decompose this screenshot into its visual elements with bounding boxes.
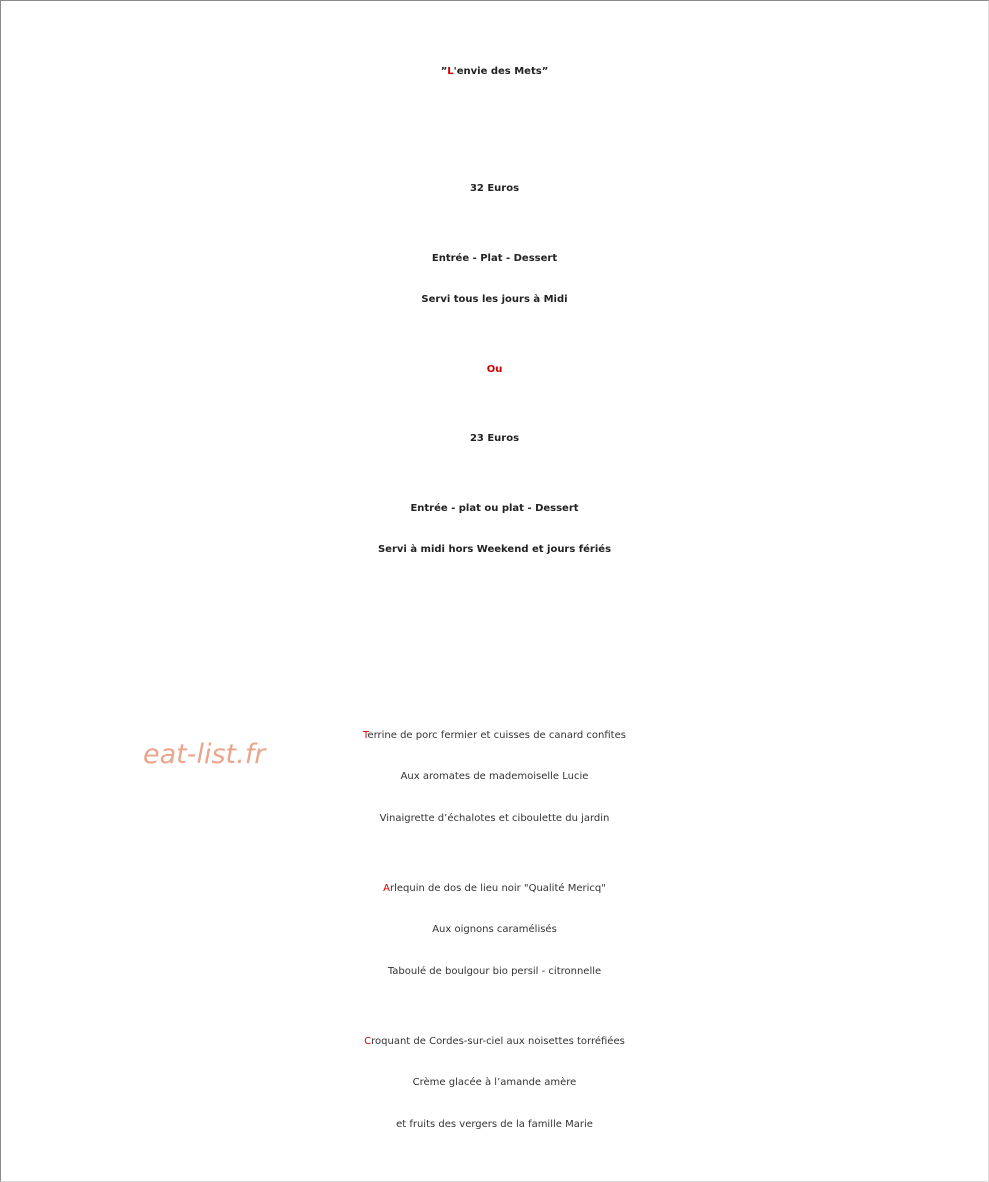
- menu1-formula: Entrée - Plat - Dessert: [431, 253, 558, 264]
- menu-title: [0, 66, 989, 77]
- menu1-availability: Servi tous les jours à Midi: [421, 294, 568, 305]
- dish-2-line-1: [0, 883, 989, 894]
- dish-1-initial: T: [363, 730, 368, 741]
- title-initial: L: [447, 66, 454, 77]
- dish-2-name: rlequin de dos de lieu noir "Qualité Mericq": [389, 883, 606, 894]
- dish-2-line-2: Aux oignons caramélisés: [432, 924, 557, 935]
- dish-1-name: errine de porc fermier et cuisses de canard confites: [367, 730, 626, 741]
- dish-2-initial: A: [383, 883, 390, 894]
- title-open-quote: ”: [440, 66, 448, 77]
- menu1-price: 32 Euros: [469, 183, 520, 194]
- dish-1-line-3: Vinaigrette d’échalotes et ciboulette du jardin: [379, 813, 610, 824]
- dish-2-line-3: Taboulé de boulgour bio persil - citronnelle: [387, 966, 602, 977]
- title-rest: 'envie des Mets: [453, 66, 542, 77]
- menu2-formula: Entrée - plat ou plat - Dessert: [410, 503, 579, 514]
- menu2-price: 23 Euros: [469, 433, 520, 444]
- watermark-text: eat-list.fr: [143, 739, 266, 770]
- menu2-availability: Servi à midi hors Weekend et jours fériés: [377, 544, 612, 555]
- dish-1-line-2: Aux aromates de mademoiselle Lucie: [400, 771, 589, 782]
- dish-3-name: roquant de Cordes-sur-ciel aux noisettes torréfiées: [371, 1036, 625, 1047]
- menu-separator: Ou: [486, 364, 503, 375]
- title-close-quote: ”: [541, 66, 549, 77]
- dish-3-initial: C: [364, 1036, 372, 1047]
- dish-3-line-1: [0, 1036, 989, 1047]
- dish-3-line-2: Crème glacée à l’amande amère: [412, 1077, 577, 1088]
- dish-3-line-3: et fruits des vergers de la famille Marie: [396, 1119, 593, 1130]
